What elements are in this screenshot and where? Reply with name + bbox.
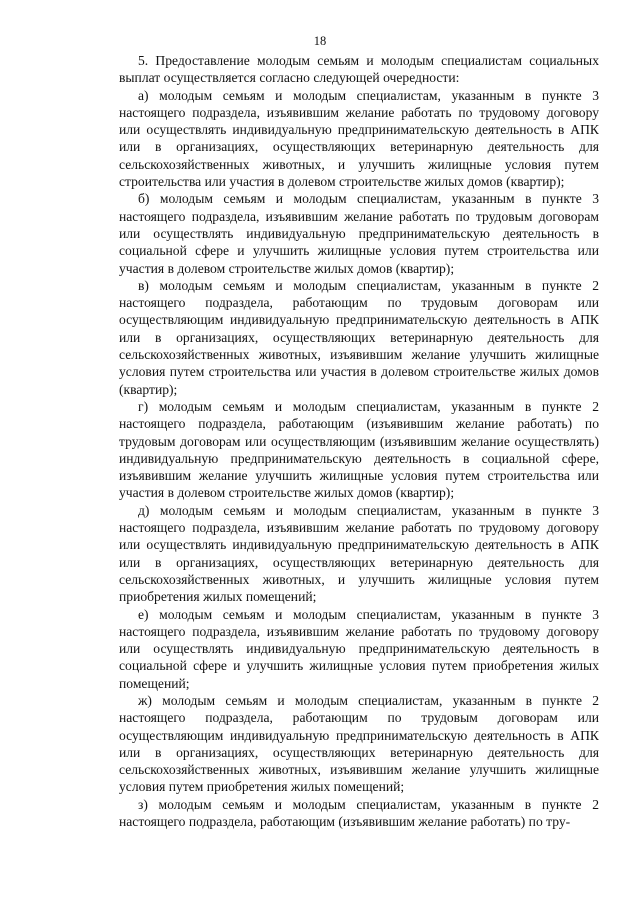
- paragraph-item-zh: ж) молодым семьям и молодым специалистам, указанным в пункте 2 настоящего подраздела, работающим по трудовым договорам или осуществляющим индивидуальную предпринимательскую деятельность в АПК или в организациях, осуществляющих ветеринарную деятельность для сельскохозяйственных животных, изъявившим желание улучшить жилищные условия путем приобретения жилых помещений;: [119, 692, 599, 795]
- paragraph-item-b: б) молодым семьям и молодым специалистам, указанным в пункте 3 настоящего подраздела, изъявившим желание работать по трудовым договорам или осуществлять индивидуальную предпринимательскую деятельность в социальной сфере и улучшить жилищные условия путем строительства или участия в долевом строительстве жилых домов (квартир);: [119, 191, 599, 276]
- document-body: [119, 52, 599, 830]
- paragraph-item-v: в) молодым семьям и молодым специалистам, указанным в пункте 2 настоящего подраздела, работающим по трудовым договорам или осуществляющим индивидуальную предпринимательскую деятельность в АПК или в организациях, осуществляющих ветеринарную деятельность для сельскохозяйственных животных, изъявившим желание улучшить жилищные условия путем строительства или участия в долевом строительстве жилых домов (квартир);: [119, 277, 599, 397]
- paragraph-item-z: з) молодым семьям и молодым специалистам, указанным в пункте 2 настоящего подраздела, работающим (изъявившим желание работать) по тру-: [119, 796, 599, 830]
- page-number: 18: [313, 34, 327, 48]
- paragraph-item-d: д) молодым семьям и молодым специалистам, указанным в пункте 3 настоящего подраздела, изъявившим желание работать по трудовому договору или осуществлять индивидуальную предпринимательскую деятельность в АПК или в организациях, осуществляющих ветеринарную деятельность для сельскохозяйственных животных, и улучшить жилищные условия путем приобретения жилых помещений;: [119, 502, 599, 605]
- paragraph-item-g: г) молодым семьям и молодым специалистам, указанным в пункте 2 настоящего подраздела, работающим (изъявившим желание работать) по трудовым договорам или осуществляющим (изъявившим желание осуществлять) индивидуальную предпринимательскую деятельность в социальной сфере, изъявившим желание улучшить жилищные условия путем строительства или участия в долевом строительстве жилых домов (квартир);: [119, 398, 599, 501]
- paragraph-intro: 5. Предоставление молодым семьям и молодым специалистам социальных выплат осуществляется согласно следующей очередности:: [119, 53, 599, 86]
- paragraph-item-e: е) молодым семьям и молодым специалистам, указанным в пункте 3 настоящего подраздела, изъявившим желание работать по трудовому договору или осуществлять индивидуальную предпринимательскую деятельность в социальной сфере и улучшить жилищные условия путем приобретения жилых помещений;: [119, 606, 599, 691]
- paragraph-item-a: а) молодым семьям и молодым специалистам, указанным в пункте 3 настоящего подраздела, изъявившим желание работать по трудовому договору или осуществлять индивидуальную предпринимательскую деятельность в АПК или в организациях, осуществляющих ветеринарную деятельность для сельскохозяйственных животных, и улучшить жилищные условия путем строительства или участия в долевом строительстве жилых домов (квартир);: [119, 87, 599, 190]
